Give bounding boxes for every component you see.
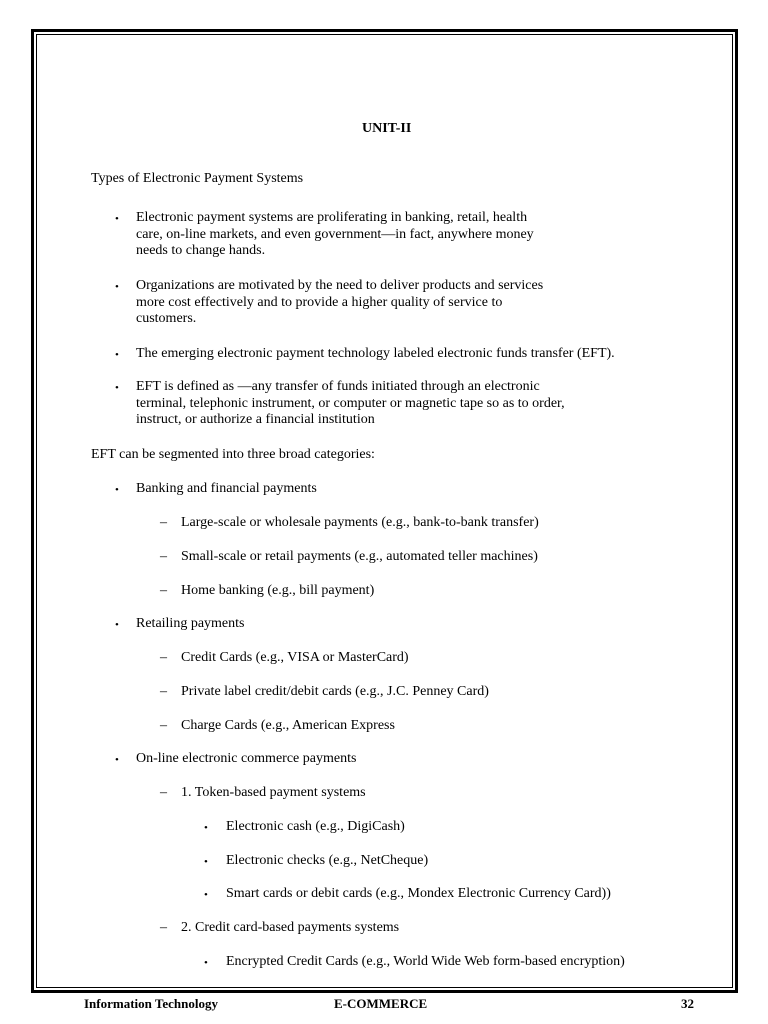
bullet-marker: • (204, 957, 208, 969)
bullet-marker: • (115, 213, 119, 225)
bullet-marker: • (115, 484, 119, 496)
category-label: Banking and financial payments (136, 481, 317, 496)
dash-marker: – (160, 515, 167, 530)
bullet-text: The emerging electronic payment technology labeled electronic funds transfer (EFT). (136, 346, 615, 361)
list-item: Smart cards or debit cards (e.g., Mondex Electronic Currency Card)) (226, 886, 611, 901)
footer-center: E-COMMERCE (334, 996, 428, 1011)
bullet-marker: • (204, 822, 208, 834)
list-item: Encrypted Credit Cards (e.g., World Wide Web form-based encryption) (226, 954, 625, 969)
footer-left: Information Technology (84, 996, 218, 1011)
bullet-marker: • (115, 349, 119, 361)
unit-title: UNIT-II (362, 121, 412, 136)
dash-marker: – (160, 920, 167, 935)
dash-marker: – (160, 718, 167, 733)
bullet-marker: • (204, 889, 208, 901)
subgroup-label: 2. Credit card-based payments systems (181, 920, 400, 935)
dash-marker: – (160, 549, 167, 564)
category-label: On-line electronic commerce payments (136, 751, 357, 766)
bullet-marker: • (115, 754, 119, 766)
bullet-marker: • (115, 619, 119, 631)
list-item: Electronic checks (e.g., NetCheque) (226, 853, 429, 868)
eft-intro: EFT can be segmented into three broad categories: (91, 447, 375, 462)
bullet-text: Electronic payment systems are proliferating in banking, retail, health care, on-line markets, and even government—in fact, anywhere money needs to change hands. (136, 210, 534, 258)
dash-marker: – (160, 684, 167, 699)
list-item: Private label credit/debit cards (e.g., J.C. Penney Card) (181, 684, 489, 699)
dash-marker: – (160, 650, 167, 665)
list-item: Large-scale or wholesale payments (e.g., bank-to-bank transfer) (181, 515, 539, 530)
category-label: Retailing payments (136, 616, 245, 631)
bullet-marker: • (115, 281, 119, 293)
bullet-text: EFT is defined as —any transfer of funds initiated through an electronic terminal, telephonic instrument, or computer or magnetic tape so as to order, instruct, or authorize a financial institution (136, 379, 565, 427)
subgroup-label: 1. Token-based payment systems (181, 785, 366, 800)
list-item: Electronic cash (e.g., DigiCash) (226, 819, 405, 834)
bullet-marker: • (204, 856, 208, 868)
section-intro: Types of Electronic Payment Systems (91, 171, 304, 186)
bullet-text: Organizations are motivated by the need to deliver products and services more cost effectively and to provide a higher quality of service to customers. (136, 278, 544, 326)
list-item: Charge Cards (e.g., American Express (181, 718, 395, 733)
bullet-marker: • (115, 382, 119, 394)
dash-marker: – (160, 785, 167, 800)
dash-marker: – (160, 583, 167, 598)
page-number: 32 (681, 996, 694, 1011)
list-item: Home banking (e.g., bill payment) (181, 583, 375, 598)
list-item: Credit Cards (e.g., VISA or MasterCard) (181, 650, 409, 665)
list-item: Small-scale or retail payments (e.g., automated teller machines) (181, 549, 538, 564)
